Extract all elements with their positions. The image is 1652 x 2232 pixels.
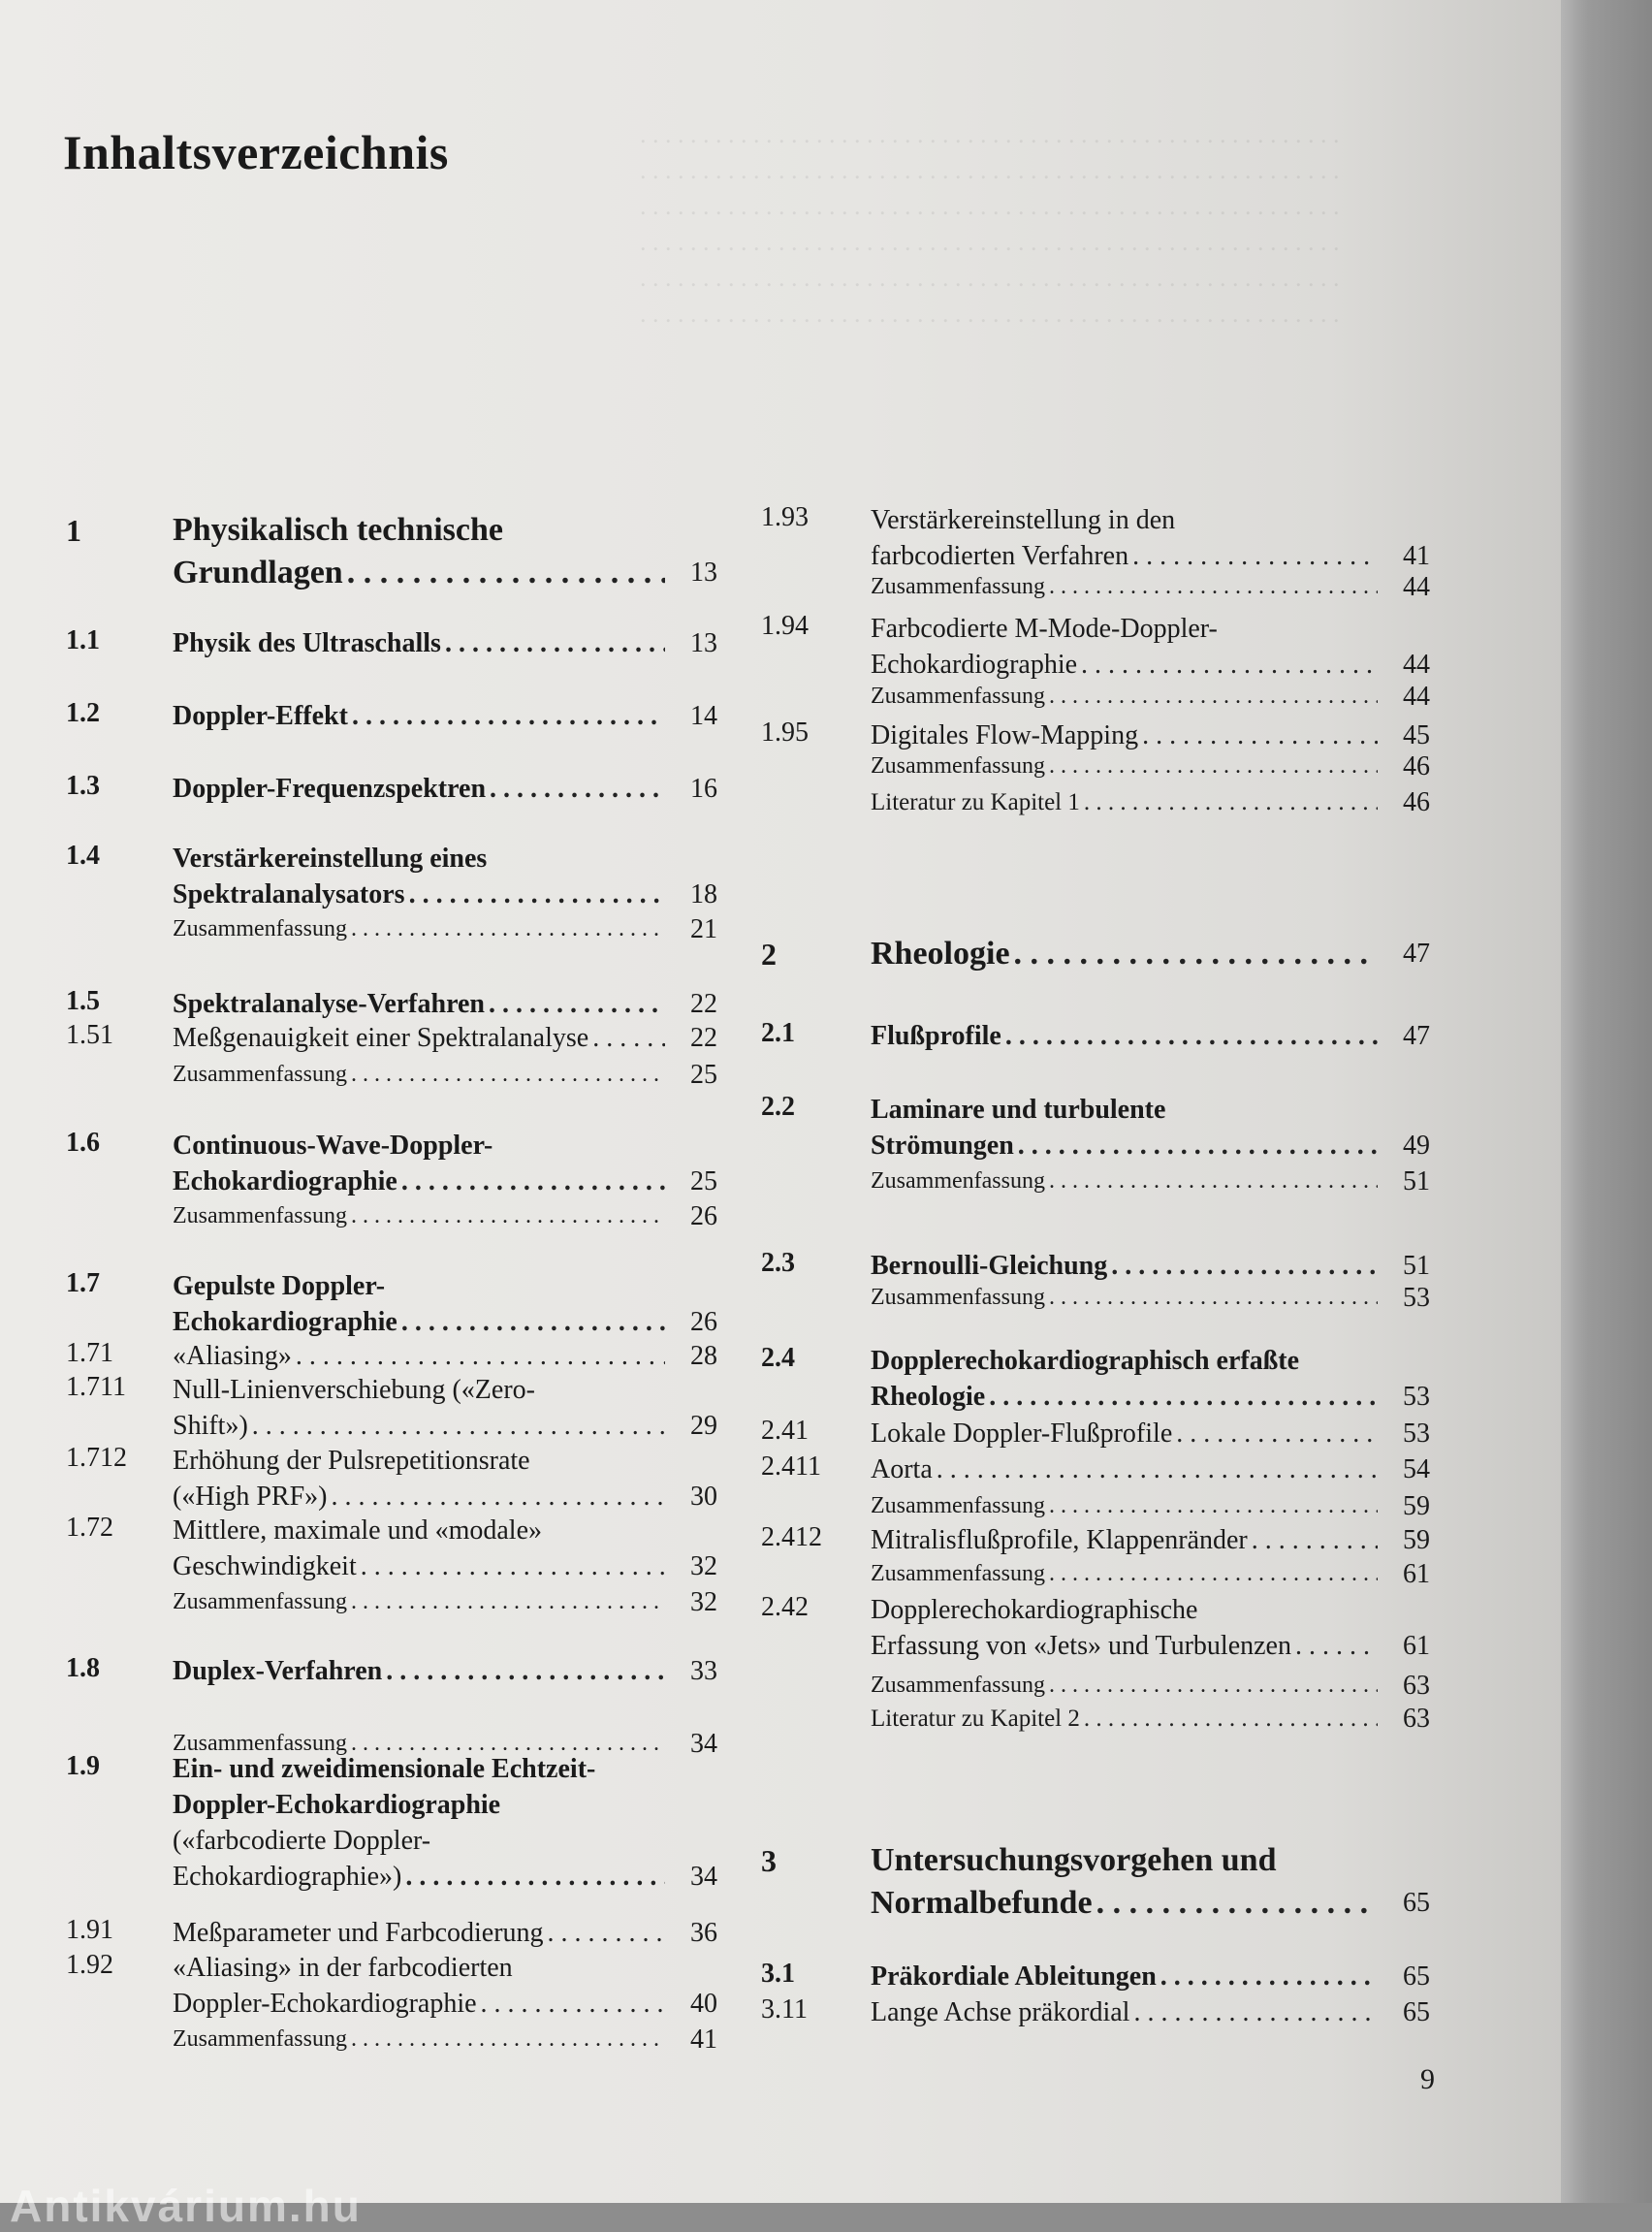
toc-entry-title: Zusammenfassung [173,916,347,941]
toc-entry-number: 2.412 [761,1522,822,1552]
toc-entry-page: 26 [690,1307,717,1337]
dot-leader [1049,1488,1378,1524]
toc-entry-number: 1.7 [66,1268,100,1298]
toc-entry-number: 3.11 [761,1994,808,2025]
toc-entry-title: Mitralisflußprofile, Klappenränder [871,1525,1248,1555]
toc-entry-page: 61 [1403,1559,1430,1589]
toc-entry-number: 1.8 [66,1653,100,1683]
toc-entry-title: («High PRF») [173,1482,328,1512]
toc-entry-title: Meßgenauigkeit einer Spektralanalyse [173,1023,589,1053]
toc-entry-title: Normalbefunde [871,1885,1093,1921]
dot-leader [351,1584,665,1620]
toc-entry-title: Zusammenfassung [173,1062,347,1087]
toc-entry-title: Spektralanalysators [173,879,405,909]
dot-leader [1160,1959,1378,1994]
toc-entry-number: 1.711 [66,1372,126,1402]
toc-entry-page: 46 [1403,751,1430,781]
dot-leader [296,1338,665,1374]
toc-entry-page: 53 [1403,1283,1430,1313]
toc-entry-page: 46 [1403,787,1430,817]
toc-entry-title: Ein- und zweidimensionale Echtzeit- [173,1754,596,1784]
dot-leader [989,1379,1378,1415]
toc-entry-page: 29 [690,1411,717,1441]
toc-entry-title: Dopplerechokardiographisch erfaßte [871,1346,1300,1376]
toc-entry-title: Lange Achse präkordial [871,1997,1130,2027]
toc-entry-title: Laminare und turbulente [871,1095,1166,1125]
page-title: Inhaltsverzeichnis [63,125,449,179]
toc-entry-title: Zusammenfassung [871,574,1045,599]
toc-entry-page: 41 [690,2025,717,2055]
dot-leader [1005,1018,1378,1054]
toc-entry-title: Physikalisch technische [173,512,503,548]
toc-entry-number: 1.4 [66,841,100,871]
toc-entry-number: 2.1 [761,1018,795,1048]
toc-entry-title: Erhöhung der Pulsrepetitionsrate [173,1446,530,1476]
toc-entry-title: Zusammenfassung [871,1493,1045,1518]
toc-entry-title: Zusammenfassung [173,1731,347,1756]
toc-entry-number: 1.3 [66,771,100,801]
toc-entry-title: Rheologie [871,1382,986,1412]
toc-entry-page: 54 [1403,1454,1430,1484]
toc-entry-number: 2.3 [761,1248,795,1278]
toc-entry-title: Zusammenfassung [871,684,1045,709]
dot-leader [937,1451,1378,1487]
toc-entry-page: 53 [1403,1382,1430,1412]
dot-leader [347,552,665,594]
dot-leader [1049,1280,1378,1316]
toc-entry-title: Duplex-Verfahren [173,1656,383,1686]
toc-entry-page: 51 [1403,1166,1430,1196]
toc-entry-page: 22 [690,1023,717,1053]
dot-leader [1096,1882,1378,1925]
dot-leader [1176,1416,1378,1451]
dot-leader [1295,1628,1378,1664]
toc-entry-page: 44 [1403,650,1430,680]
toc-entry-page: 65 [1403,1997,1430,2027]
toc-entry-number: 1.91 [66,1915,113,1945]
toc-entry-number: 1.5 [66,986,100,1016]
toc-entry-page: 41 [1403,541,1430,571]
toc-entry-title: Zusammenfassung [871,1285,1045,1310]
toc-entry-page: 63 [1403,1671,1430,1701]
dot-leader [351,2022,665,2057]
dot-leader [386,1653,665,1689]
toc-entry-title: Literatur zu Kapitel 2 [871,1706,1080,1732]
toc-entry-title: Literatur zu Kapitel 1 [871,789,1080,815]
dot-leader [1252,1522,1378,1558]
dot-leader [1084,1701,1378,1737]
toc-entry-title: Zusammenfassung [173,1203,347,1228]
dot-leader [481,1986,665,2022]
toc-entry-number: 2.2 [761,1092,795,1122]
toc-entry-number: 1.9 [66,1751,100,1781]
dot-leader [401,1304,665,1340]
toc-entry-title: Echokardiographie [173,1307,397,1337]
toc-entry-title: Untersuchungsvorgehen und [871,1842,1277,1878]
toc-entry-number: 1 [66,513,81,548]
toc-entry-page: 33 [690,1656,717,1686]
toc-entry-page: 16 [690,774,717,804]
toc-entry-title: Physik des Ultraschalls [173,628,441,658]
dot-leader [1049,1668,1378,1704]
toc-entry-title: Digitales Flow-Mapping [871,720,1139,750]
toc-entry-page: 47 [1403,1021,1430,1051]
toc-entry-page: 32 [690,1587,717,1617]
toc-entry-title: Zusammenfassung [871,1561,1045,1586]
toc-entry-page: 59 [1403,1525,1430,1555]
dot-leader [1018,1128,1378,1164]
toc-entry-number: 3.1 [761,1959,795,1989]
toc-entry-title: («farbcodierte Doppler- [173,1826,431,1856]
toc-entry-page: 30 [690,1482,717,1512]
dot-leader [1111,1248,1378,1284]
toc-entry-page: 44 [1403,572,1430,602]
toc-entry-page: 18 [690,879,717,909]
dot-leader [351,1057,665,1093]
toc-entry-page: 36 [690,1918,717,1948]
toc-entry-number: 1.95 [761,717,809,748]
page-edge [1561,0,1652,2203]
dot-leader [1049,1164,1378,1199]
dot-leader [1014,933,1378,975]
toc-entry-title: Verstärkereinstellung in den [871,505,1176,535]
toc-entry-page: 53 [1403,1419,1430,1449]
toc-entry-page: 63 [1403,1704,1430,1734]
dot-leader [489,986,665,1022]
toc-entry-number: 1.71 [66,1338,113,1368]
toc-entry-title: Grundlagen [173,555,343,590]
dot-leader [490,771,665,807]
toc-entry-page: 28 [690,1341,717,1371]
toc-entry-title: Aorta [871,1454,933,1484]
toc-entry-page: 49 [1403,1131,1430,1161]
toc-entry-title: farbcodierten Verfahren [871,541,1129,571]
toc-entry-title: Zusammenfassung [871,753,1045,779]
dot-leader [1084,784,1378,820]
toc-entry-page: 14 [690,701,717,731]
dot-leader [361,1548,665,1584]
toc-entry-number: 1.93 [761,502,809,532]
toc-entry-number: 1.94 [761,611,809,641]
toc-entry-page: 47 [1403,939,1430,969]
toc-entry-number: 1.712 [66,1443,127,1473]
toc-entry-page: 59 [1403,1491,1430,1521]
toc-entry-title: Bernoulli-Gleichung [871,1251,1108,1281]
toc-entry-title: Echokardiographie [173,1166,397,1196]
bleed-through: . . . . . . . . . . . . . . . . . . . . . . . . . . . . . . . . . . . . . . . . . . . . . . . . . . . . . . . . . . . . . . . . . . . . . . . . . . . . . . . . . . . . . . . . . . . . . . . . . . . . . . . . . . . . . . . . . . . . . . . . . . . . . . . . . . . . . . . . . . . . . . . . . . . . . . . . . . . . . . . . . . . . . . . . . . . . . . . . . . . . . . . . . . . . . . . . . . . . . . . . . . . . . . . . . . . . . . . . . . . . . . . . . . . . . . . . . . . . . . . . . . . . . . . . . . . . . . . . . . . . . . . . . . . . . . . . . . . . . . . . . . . . . . . . . . . . . . . . . . . . . . . . . . . . . . . . . . . . . . . . . . . . . . . . . . . . . . . . [640,120,1340,328]
toc-entry-page: 32 [690,1551,717,1581]
toc-entry-page: 25 [690,1060,717,1090]
dot-leader [1081,647,1378,683]
toc-entry-number: 2 [761,937,777,972]
toc-entry-page: 25 [690,1166,717,1196]
toc-entry-title: Doppler-Effekt [173,701,348,731]
watermark: Antikvárium.hu [10,2181,362,2231]
toc-entry-number: 1.1 [66,625,100,655]
toc-entry-title: Zusammenfassung [871,1168,1045,1194]
toc-entry-title: Doppler-Echokardiographie [173,1790,501,1820]
dot-leader [1049,679,1378,715]
toc-entry-page: 40 [690,1989,717,2019]
toc-entry-number: 2.411 [761,1451,821,1482]
dot-leader [409,877,665,912]
toc-entry-page: 13 [690,558,717,588]
dot-leader [1049,569,1378,605]
toc-entry-title: Echokardiographie») [173,1862,402,1892]
toc-entry-number: 1.51 [66,1020,113,1050]
toc-entry-title: Präkordiale Ableitungen [871,1961,1157,1992]
toc-entry-title: Continuous-Wave-Doppler- [173,1131,493,1161]
toc-entry-title: «Aliasing» [173,1341,292,1371]
toc-entry-number: 2.4 [761,1343,795,1373]
dot-leader [1049,1556,1378,1592]
dot-leader [592,1020,665,1056]
dot-leader [405,1859,665,1895]
toc-entry-number: 1.6 [66,1128,100,1158]
dot-leader [252,1408,665,1444]
toc-entry-title: Mittlere, maximale und «modale» [173,1515,543,1546]
page-number: 9 [1420,2063,1435,2095]
dot-leader [331,1479,665,1515]
dot-leader [445,625,665,661]
dot-leader [548,1915,665,1951]
toc-entry-title: Dopplerechokardiographische [871,1595,1198,1625]
toc-entry-number: 1.2 [66,698,100,728]
dot-leader [351,1198,665,1234]
toc-entry-title: Shift») [173,1411,248,1441]
toc-entry-page: 34 [690,1729,717,1759]
toc-entry-page: 13 [690,628,717,658]
dot-leader [401,1164,665,1199]
toc-entry-page: 61 [1403,1631,1430,1661]
dot-leader [1049,749,1378,784]
toc-entry-title: Geschwindigkeit [173,1551,357,1581]
toc-entry-title: Doppler-Echokardiographie [173,1989,477,2019]
toc-entry-title: Spektralanalyse-Verfahren [173,989,485,1019]
toc-entry-page: 22 [690,989,717,1019]
toc-entry-page: 34 [690,1862,717,1892]
toc-entry-title: Gepulste Doppler- [173,1271,386,1301]
toc-entry-title: Rheologie [871,936,1010,972]
toc-entry-title: «Aliasing» in der farbcodierten [173,1953,513,1983]
toc-entry-title: Null-Linienverschiebung («Zero- [173,1375,535,1405]
toc-entry-title: Zusammenfassung [871,1673,1045,1698]
dot-leader [352,698,665,734]
toc-entry-page: 26 [690,1201,717,1231]
toc-entry-title: Zusammenfassung [173,2026,347,2052]
toc-entry-title: Erfassung von «Jets» und Turbulenzen [871,1631,1291,1661]
toc-entry-number: 2.42 [761,1592,809,1622]
dot-leader [351,911,665,947]
toc-entry-title: Echokardiographie [871,650,1078,680]
toc-entry-title: Doppler-Frequenzspektren [173,774,487,804]
toc-entry-number: 1.92 [66,1950,113,1980]
toc-entry-page: 65 [1403,1888,1430,1918]
toc-entry-title: Verstärkereinstellung eines [173,844,488,874]
toc-entry-title: Meßparameter und Farbcodierung [173,1918,544,1948]
toc-entry-title: Zusammenfassung [173,1589,347,1614]
toc-entry-number: 2.41 [761,1416,809,1446]
toc-entry-number: 1.72 [66,1513,113,1543]
toc-entry-page: 21 [690,914,717,944]
dot-leader [1133,1994,1378,2030]
toc-entry-title: Strömungen [871,1131,1014,1161]
toc-entry-title: Farbcodierte M-Mode-Doppler- [871,614,1218,644]
toc-entry-number: 3 [761,1843,777,1878]
toc-entry-title: Flußprofile [871,1021,1001,1051]
toc-entry-page: 65 [1403,1961,1430,1992]
toc-entry-page: 45 [1403,720,1430,750]
toc-entry-title: Lokale Doppler-Flußprofile [871,1419,1173,1449]
toc-entry-page: 51 [1403,1251,1430,1281]
toc-entry-page: 44 [1403,682,1430,712]
